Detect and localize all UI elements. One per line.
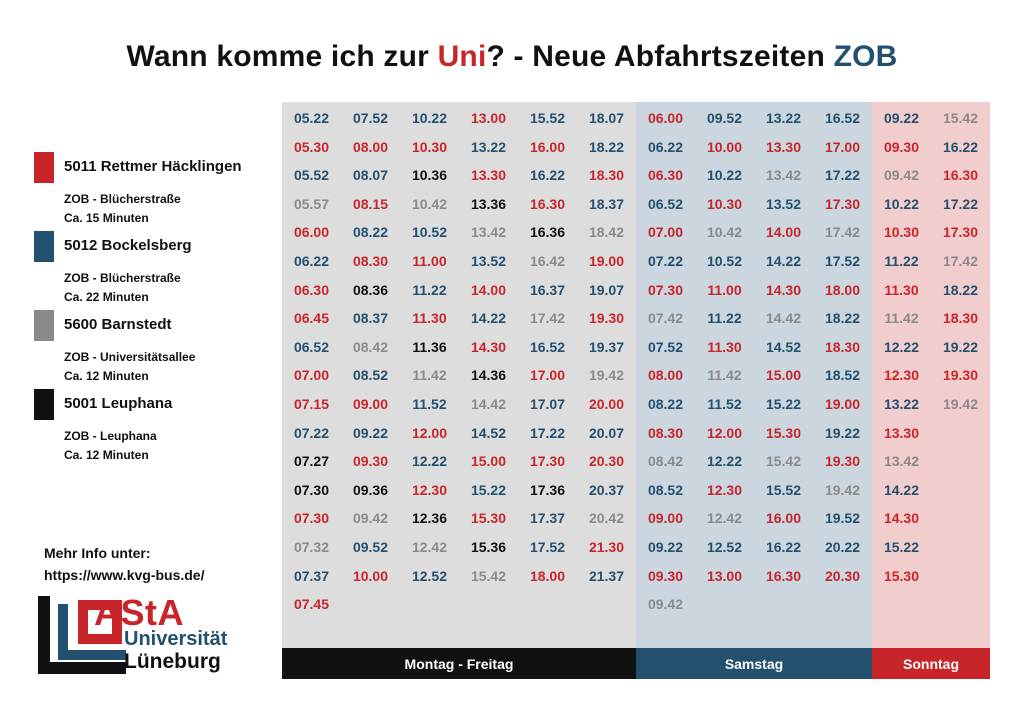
- departure-time: 15.42: [470, 567, 507, 584]
- departure-time: 12.00: [706, 424, 743, 441]
- departure-time: 14.22: [470, 310, 507, 327]
- departure-time: 14.00: [470, 281, 507, 298]
- departure-time: 18.30: [824, 338, 861, 355]
- departure-time: 18.37: [588, 195, 625, 212]
- departure-time: 09.52: [706, 110, 743, 126]
- timetable-column: [341, 107, 400, 593]
- departure-time: 16.30: [942, 167, 979, 184]
- departure-time: 15.30: [765, 424, 802, 441]
- departure-time: 10.22: [411, 110, 448, 126]
- departure-time: 17.42: [529, 310, 566, 327]
- departure-time: 13.22: [470, 138, 507, 155]
- departure-time: 07.42: [647, 310, 684, 327]
- departure-time: 11.00: [707, 281, 742, 298]
- departure-time: 09.42: [647, 596, 684, 613]
- departure-time: 10.00: [352, 567, 389, 584]
- departure-time: 13.30: [883, 424, 920, 441]
- legend-swatch-red: [34, 152, 54, 183]
- departure-time: 17.07: [529, 395, 566, 412]
- departure-time: 08.42: [352, 338, 389, 355]
- title-prefix: Wann komme ich zur: [126, 40, 438, 73]
- departure-time: 07.45: [293, 596, 330, 613]
- departure-time: 11.00: [412, 252, 447, 269]
- departure-time: 09.30: [352, 453, 389, 470]
- departure-time: 10.30: [883, 224, 920, 241]
- departure-time: 12.30: [411, 481, 448, 498]
- departure-time: 16.52: [824, 110, 861, 126]
- departure-time: 09.52: [352, 538, 389, 555]
- departure-time: 09.00: [352, 395, 389, 412]
- departure-time: 12.52: [411, 567, 448, 584]
- departure-time: 13.42: [470, 224, 507, 241]
- departure-time: 12.22: [883, 338, 920, 355]
- departure-time: 17.37: [529, 510, 566, 527]
- departure-time: 10.52: [706, 252, 743, 269]
- footer-saturday: Samstag: [636, 648, 872, 679]
- departure-time: 18.30: [588, 167, 625, 184]
- departure-time: 13.52: [765, 195, 802, 212]
- timetable-column: [872, 107, 931, 593]
- departure-time: 12.36: [411, 510, 448, 527]
- departure-time: 07.15: [293, 395, 330, 412]
- departure-time: 08.22: [647, 395, 684, 412]
- departure-time: 13.30: [470, 167, 507, 184]
- departure-time: 07.37: [293, 567, 330, 584]
- departure-time: 06.45: [293, 310, 330, 327]
- departure-time: 16.00: [529, 138, 566, 155]
- departure-time: 08.07: [352, 167, 389, 184]
- timetable-column: [577, 107, 636, 593]
- departure-time: 11.30: [884, 281, 919, 298]
- departure-time: 12.42: [411, 538, 448, 555]
- departure-time: 07.22: [293, 424, 330, 441]
- departure-time: 07.30: [293, 510, 330, 527]
- departure-time: 10.22: [883, 195, 920, 212]
- timetable-column: [754, 107, 813, 593]
- departure-time: 14.30: [765, 281, 802, 298]
- departure-time: 14.36: [470, 367, 507, 384]
- departure-time: 07.30: [293, 481, 330, 498]
- departure-time: 11.42: [412, 367, 447, 384]
- departure-time: 17.30: [942, 224, 979, 241]
- departure-time: 19.30: [824, 453, 861, 470]
- departure-time: 16.22: [529, 167, 566, 184]
- logo-city-text: Lüneburg: [124, 650, 221, 673]
- departure-time: 16.22: [765, 538, 802, 555]
- departure-time: 17.00: [824, 138, 861, 155]
- departure-time: 13.42: [765, 167, 802, 184]
- departure-time: 19.42: [824, 481, 861, 498]
- departure-time: 06.30: [647, 167, 684, 184]
- departure-time: 15.22: [765, 395, 802, 412]
- departure-time: 07.52: [352, 110, 389, 126]
- page-title: [0, 40, 1024, 74]
- departure-time: 10.22: [706, 167, 743, 184]
- departure-time: 10.42: [411, 195, 448, 212]
- departure-time: 17.42: [824, 224, 861, 241]
- departure-time: 12.22: [706, 453, 743, 470]
- departure-time: 11.52: [707, 395, 742, 412]
- bus-line-legend: [34, 152, 274, 468]
- departure-time: 16.36: [529, 224, 566, 241]
- departure-time: 18.00: [824, 281, 861, 298]
- more-info-label: Mehr Info unter:: [44, 545, 151, 561]
- departure-time: 11.36: [412, 338, 447, 355]
- departure-time: 12.30: [883, 367, 920, 384]
- departure-time: 06.22: [647, 138, 684, 155]
- legend-swatch-gray: [34, 310, 54, 341]
- departure-time: 08.52: [647, 481, 684, 498]
- logo-university-text: Universität: [124, 628, 228, 650]
- departure-time: 14.42: [470, 395, 507, 412]
- legend-duration: Ca. 22 Minuten: [64, 290, 149, 304]
- departure-time: 08.00: [352, 138, 389, 155]
- departure-time: 20.30: [588, 453, 625, 470]
- departure-time: 09.30: [647, 567, 684, 584]
- departure-time: 20.37: [588, 481, 625, 498]
- departure-time: 19.52: [824, 510, 861, 527]
- more-info: [44, 542, 205, 586]
- departure-time: 16.22: [942, 138, 979, 155]
- timetable-column: [931, 107, 990, 422]
- departure-time: 06.52: [293, 338, 330, 355]
- departure-time: 11.22: [884, 252, 919, 269]
- departure-time: 18.22: [588, 138, 625, 155]
- legend-line-name: 5012 Bockelsberg: [64, 237, 192, 254]
- legend-swatch-black: [34, 389, 54, 420]
- departure-time: 19.37: [588, 338, 625, 355]
- departure-time: 06.00: [647, 110, 684, 126]
- legend-duration: Ca. 12 Minuten: [64, 369, 149, 383]
- departure-time: 13.22: [883, 395, 920, 412]
- departure-time: 12.52: [706, 538, 743, 555]
- title-middle: ? - Neue Abfahrtszeiten: [486, 40, 834, 73]
- departure-time: 08.52: [352, 367, 389, 384]
- departure-time: 19.30: [942, 367, 979, 384]
- departure-time: 18.42: [588, 224, 625, 241]
- departure-time: 17.52: [824, 252, 861, 269]
- more-info-link[interactable]: https://www.kvg-bus.de/: [44, 567, 205, 583]
- departure-time: 19.22: [824, 424, 861, 441]
- legend-item-5600: [34, 310, 274, 389]
- departure-time: 08.22: [352, 224, 389, 241]
- departure-time: 11.22: [707, 310, 742, 327]
- departure-time: 19.07: [588, 281, 625, 298]
- departure-time: 08.30: [647, 424, 684, 441]
- departure-time: 15.30: [470, 510, 507, 527]
- departure-time: 10.00: [706, 138, 743, 155]
- departure-time: 07.22: [647, 252, 684, 269]
- departure-time: 13.22: [765, 110, 802, 126]
- timetable-column: [518, 107, 577, 593]
- legend-route: ZOB - Universitätsallee: [64, 350, 196, 364]
- departure-time: 11.30: [707, 338, 742, 355]
- departure-time: 21.30: [588, 538, 625, 555]
- departure-time: 10.30: [706, 195, 743, 212]
- departure-time: 21.37: [588, 567, 625, 584]
- departure-time: 14.22: [765, 252, 802, 269]
- departure-time: 16.42: [529, 252, 566, 269]
- departure-time: 10.36: [411, 167, 448, 184]
- timetable-column: [813, 107, 872, 593]
- departure-time: 08.30: [352, 252, 389, 269]
- departure-time: 19.42: [942, 395, 979, 412]
- departure-time: 10.42: [706, 224, 743, 241]
- legend-duration: Ca. 15 Minuten: [64, 211, 149, 225]
- departure-time: 07.52: [647, 338, 684, 355]
- departure-time: 14.52: [765, 338, 802, 355]
- departure-time: 19.00: [588, 252, 625, 269]
- legend-route: ZOB - Leuphana: [64, 429, 157, 443]
- departure-time: 20.07: [588, 424, 625, 441]
- legend-item-5001: [34, 389, 274, 468]
- departure-time: 13.42: [883, 453, 920, 470]
- departure-time: 06.30: [293, 281, 330, 298]
- departure-time: 18.00: [529, 567, 566, 584]
- departure-time: 05.57: [293, 195, 330, 212]
- departure-time: 19.42: [588, 367, 625, 384]
- departure-time: 20.22: [824, 538, 861, 555]
- departure-time: 15.52: [765, 481, 802, 498]
- departure-time: 17.30: [824, 195, 861, 212]
- legend-line-name: 5011 Rettmer Häcklingen: [64, 158, 242, 175]
- departure-time: 16.52: [529, 338, 566, 355]
- departure-time: 15.42: [765, 453, 802, 470]
- legend-swatch-blue: [34, 231, 54, 262]
- departure-time: 08.00: [647, 367, 684, 384]
- departure-time: 20.00: [588, 395, 625, 412]
- departure-time: 14.52: [470, 424, 507, 441]
- title-highlight: Uni: [437, 40, 487, 73]
- departure-time: 15.42: [942, 110, 979, 126]
- departure-time: 07.27: [293, 453, 330, 470]
- departure-time: 06.22: [293, 252, 330, 269]
- departure-time: 18.22: [942, 281, 979, 298]
- departure-time: 17.42: [942, 252, 979, 269]
- departure-time: 15.36: [470, 538, 507, 555]
- departure-time: 12.30: [706, 481, 743, 498]
- departure-time: 11.42: [707, 367, 742, 384]
- legend-route: ZOB - Blücherstraße: [64, 192, 181, 206]
- legend-duration: Ca. 12 Minuten: [64, 448, 149, 462]
- departure-time: 12.22: [411, 453, 448, 470]
- departure-time: 20.30: [824, 567, 861, 584]
- departure-time: 07.00: [647, 224, 684, 241]
- departure-time: 16.37: [529, 281, 566, 298]
- departure-time: 06.00: [293, 224, 330, 241]
- departure-time: 14.30: [470, 338, 507, 355]
- departure-time: 11.30: [412, 310, 447, 327]
- departure-time: 17.36: [529, 481, 566, 498]
- departure-time: 17.00: [529, 367, 566, 384]
- departure-time: 14.30: [883, 510, 920, 527]
- legend-route: ZOB - Blücherstraße: [64, 271, 181, 285]
- departure-time: 18.07: [588, 110, 625, 126]
- departure-time: 10.52: [411, 224, 448, 241]
- departure-time: 08.15: [352, 195, 389, 212]
- footer-sunday: Sonntag: [872, 648, 990, 679]
- departure-time: 17.22: [824, 167, 861, 184]
- departure-time: 09.22: [352, 424, 389, 441]
- departure-time: 13.00: [470, 110, 507, 126]
- departure-time: 09.22: [647, 538, 684, 555]
- departure-time: 05.52: [293, 167, 330, 184]
- departure-time: 19.30: [588, 310, 625, 327]
- title-suffix: ZOB: [833, 40, 898, 73]
- departure-time: 09.22: [883, 110, 920, 126]
- departure-time: 11.52: [412, 395, 447, 412]
- departure-time: 15.22: [470, 481, 507, 498]
- departure-time: 09.42: [883, 167, 920, 184]
- departure-time: 12.42: [706, 510, 743, 527]
- legend-item-5011: [34, 152, 274, 231]
- departure-time: 07.00: [293, 367, 330, 384]
- departure-time: 13.52: [470, 252, 507, 269]
- departure-time: 13.36: [470, 195, 507, 212]
- departure-time: 08.36: [352, 281, 389, 298]
- logo-asta-text: AStA: [94, 592, 184, 633]
- departure-time: 13.30: [765, 138, 802, 155]
- departure-time: 05.30: [293, 138, 330, 155]
- departure-time: 09.36: [352, 481, 389, 498]
- departure-time: 09.00: [647, 510, 684, 527]
- departure-time: 11.22: [412, 281, 447, 298]
- departure-time: 08.42: [647, 453, 684, 470]
- departure-time: 06.52: [647, 195, 684, 212]
- departure-time: 15.52: [529, 110, 566, 126]
- legend-line-name: 5600 Barnstedt: [64, 316, 172, 333]
- departure-time: 16.30: [765, 567, 802, 584]
- departure-time: 15.00: [470, 453, 507, 470]
- departure-time: 17.22: [942, 195, 979, 212]
- departure-time: 14.22: [883, 481, 920, 498]
- legend-item-5012: [34, 231, 274, 310]
- departure-time: 16.00: [765, 510, 802, 527]
- departure-time: 15.00: [765, 367, 802, 384]
- timetable-column: [695, 107, 754, 593]
- departure-time: 09.30: [883, 138, 920, 155]
- departure-time: 18.52: [824, 367, 861, 384]
- timetable-column: [282, 107, 341, 622]
- departure-time: 12.00: [411, 424, 448, 441]
- departure-time: 15.30: [883, 567, 920, 584]
- departure-time: 18.30: [942, 310, 979, 327]
- departure-time: 18.22: [824, 310, 861, 327]
- footer-weekday: Montag - Freitag: [282, 648, 636, 679]
- departure-time: 08.37: [352, 310, 389, 327]
- timetable-column: [400, 107, 459, 593]
- departure-time: 14.42: [765, 310, 802, 327]
- departure-time: 13.00: [706, 567, 743, 584]
- timetable-column: [636, 107, 695, 622]
- departure-time: 07.32: [293, 538, 330, 555]
- departure-time: 20.42: [588, 510, 625, 527]
- departure-time: 07.30: [647, 281, 684, 298]
- departure-time: 09.42: [352, 510, 389, 527]
- departure-time: 15.22: [883, 538, 920, 555]
- departure-time: 17.30: [529, 453, 566, 470]
- departure-time: 17.52: [529, 538, 566, 555]
- timetable-column: [459, 107, 518, 593]
- departure-time: 19.22: [942, 338, 979, 355]
- departure-time: 11.42: [884, 310, 919, 327]
- departure-time: 17.22: [529, 424, 566, 441]
- departure-time: 19.00: [824, 395, 861, 412]
- departure-time: 14.00: [765, 224, 802, 241]
- departure-time: 16.30: [529, 195, 566, 212]
- legend-line-name: 5001 Leuphana: [64, 395, 173, 412]
- departure-time: 05.22: [293, 110, 330, 126]
- departure-time: 10.30: [411, 138, 448, 155]
